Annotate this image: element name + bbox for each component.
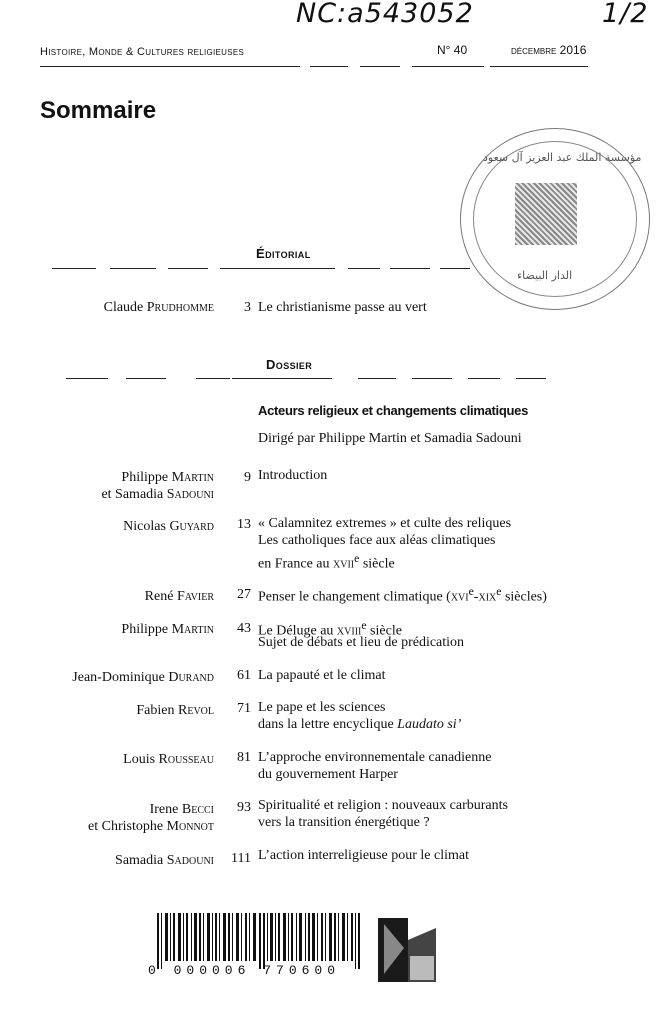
section-rule (358, 378, 396, 379)
journal-name: Histoire, Monde & Cultures religieuses (40, 46, 245, 58)
toc-article-subtitle: en France au xvii$^e$ siècle (258, 552, 395, 572)
toc-article-subtitle: Sujet de débats et lieu de prédication (258, 635, 465, 650)
header-rule (412, 66, 484, 67)
handwritten-page-count: 1/2 (602, 0, 649, 29)
toc-page-number: 27 (237, 587, 251, 602)
section-rule (232, 378, 332, 379)
dossier-subtitle: Acteurs religieux et changements climatiques (258, 403, 529, 418)
stamp-emblem (515, 183, 577, 245)
toc-article-subtitle: du gouvernement Harper (258, 767, 398, 782)
toc-author: et Christophe Monnot (88, 819, 214, 834)
issue-number: N° 40 (437, 43, 468, 57)
toc-author: Louis Rousseau (123, 752, 214, 767)
toc-article-title: Le Déluge au xviii$^e$ siècle (258, 619, 402, 639)
toc-author: Philippe Martin (121, 622, 214, 637)
toc-author: René Favier (144, 589, 214, 604)
section-rule (440, 268, 470, 269)
section-heading-editorial: Éditorial (256, 246, 311, 261)
dossier-directed-by: Dirigé par Philippe Martin et Samadia Sadouni (258, 431, 522, 446)
section-rule (168, 268, 208, 269)
section-rule (468, 378, 500, 379)
library-stamp (460, 128, 650, 310)
toc-author: Samadia Sadouni (115, 853, 214, 868)
toc-author: Fabien Revol (136, 703, 214, 718)
toc-page-number: 71 (237, 701, 251, 716)
section-rule (220, 268, 335, 269)
page-title: Sommaire (40, 97, 157, 124)
section-rule (412, 378, 452, 379)
toc-article-subtitle: vers la transition énergétique ? (258, 815, 430, 830)
section-rule (516, 378, 546, 379)
toc-article-title: Introduction (258, 468, 328, 483)
toc-author: Claude Prudhomme (103, 300, 214, 315)
toc-article-title: « Calamnitez extremes » et culte des reliques (258, 516, 512, 531)
section-heading-dossier: Dossier (266, 357, 313, 372)
section-rule (390, 268, 430, 269)
toc-article-title: Le pape et les sciences (258, 700, 386, 715)
stamp-text-bottom: الدار البيضاء (517, 269, 573, 282)
handwritten-reference: NC:a543052 (296, 0, 474, 29)
toc-author: Irene Becci (149, 802, 214, 817)
toc-page-number: 9 (244, 470, 251, 485)
section-rule (52, 268, 96, 269)
toc-article-title: Le christianisme passe au vert (258, 300, 427, 315)
toc-page-number: 111 (231, 851, 251, 866)
toc-page-number: 3 (244, 300, 251, 315)
toc-article-title: Spiritualité et religion : nouveaux carburants (258, 798, 508, 813)
toc-page-number: 43 (237, 621, 251, 636)
toc-page-number: 13 (237, 517, 251, 532)
toc-article-subtitle: dans la lettre encyclique Laudato si’ (258, 717, 462, 732)
toc-author: et Samadia Sadouni (101, 487, 214, 502)
toc-article-title: Penser le changement climatique (xvi$^e$-xix$^e$ siècles) (258, 585, 547, 605)
toc-page-number: 81 (237, 750, 251, 765)
section-rule (110, 268, 156, 269)
toc-author: Jean-Dominique Durand (72, 670, 214, 685)
issue-date: décembre 2016 (511, 43, 587, 57)
toc-author: Philippe Martin (121, 470, 214, 485)
toc-page-number: 93 (237, 800, 251, 815)
section-rule (196, 378, 230, 379)
toc-author: Nicolas Guyard (123, 519, 214, 534)
toc-article-title: La papauté et le climat (258, 668, 386, 683)
toc-article-title: L’approche environnementale canadienne (258, 750, 492, 765)
publisher-logo (378, 918, 438, 982)
toc-page-number: 61 (237, 668, 251, 683)
barcode-digits: 0 000006 770600 (148, 963, 341, 978)
section-rule (66, 378, 108, 379)
header-rule (360, 66, 400, 67)
section-rule (348, 268, 380, 269)
section-rule (126, 378, 166, 379)
header-rule (490, 66, 588, 67)
stamp-text-top: مؤسسة الملك عبد العزيز آل سعود (483, 151, 642, 164)
header-rule (310, 66, 348, 67)
toc-article-subtitle: Les catholiques face aux aléas climatiques (258, 533, 496, 548)
toc-article-title: L’action interreligieuse pour le climat (258, 848, 469, 863)
header-rule (40, 66, 300, 67)
